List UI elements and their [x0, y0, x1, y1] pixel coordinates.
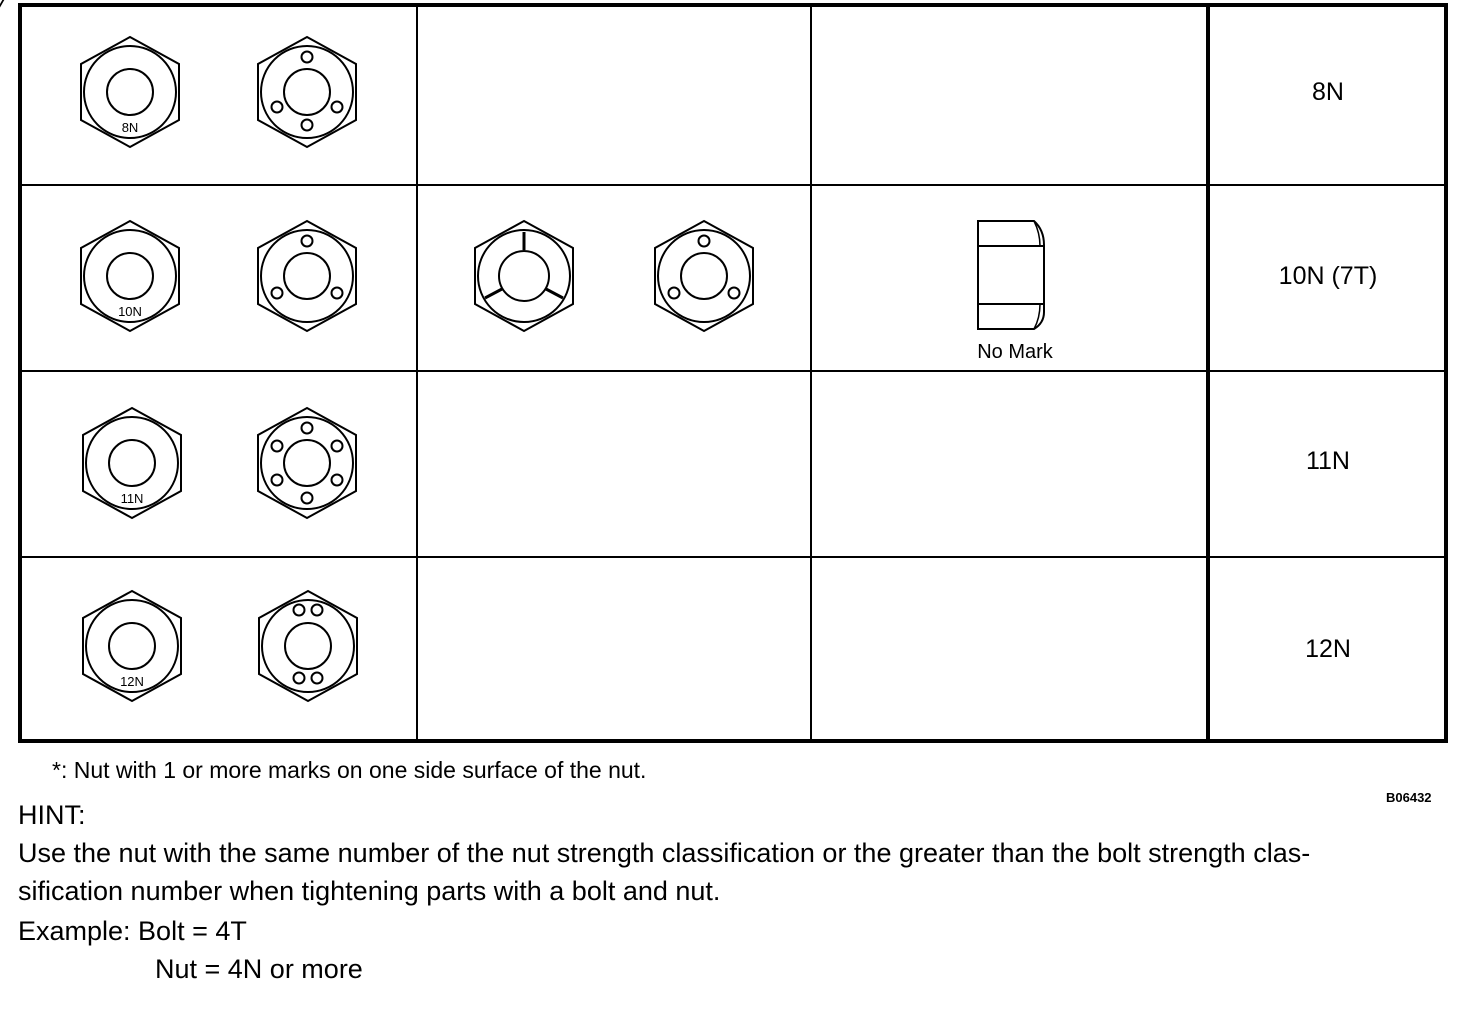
hint-line-2: sification number when tightening parts with a bolt and nut.: [18, 876, 721, 906]
row-label-11n: 11N: [1305, 447, 1350, 475]
hex-nut-3-hole-alt-icon: [655, 221, 753, 331]
no-mark-nut-side-icon: [978, 221, 1044, 329]
footnote: *: Nut with 1 or more marks on one side surface of the nut.: [52, 757, 647, 783]
hint-example-bolt: Example: Bolt = 4T: [18, 916, 247, 946]
row-label-8n: 8N: [1312, 78, 1344, 106]
hex-nut-11n-icon: [83, 408, 181, 518]
hint-heading: HINT:: [18, 800, 86, 830]
nut-stamp-8n: 8N: [121, 120, 139, 135]
hex-nut-3-hole-icon: [258, 221, 356, 331]
table-border: [20, 5, 1446, 741]
hex-nut-paired-hole-icon: [259, 591, 357, 701]
hint-example-nut: Nut = 4N or more: [155, 954, 363, 984]
nut-stamp-11n: 11N: [120, 491, 144, 506]
row-label-12n: 12N: [1305, 635, 1351, 663]
hex-nut-6-hole-icon: [258, 408, 356, 518]
row-label-10n-7t: 10N (7T): [1278, 262, 1378, 290]
hex-nut-10n-icon: [81, 221, 179, 331]
nut-stamp-12n: 12N: [120, 674, 144, 689]
no-mark-label: No Mark: [977, 341, 1053, 363]
hex-nut-12n-icon: [83, 591, 181, 701]
hex-nut-4-hole-icon: [258, 37, 356, 147]
nut-stamp-10n: 10N: [118, 304, 142, 319]
hex-nut-8n-icon: [81, 37, 179, 147]
slotted-nut-icon: [475, 221, 573, 331]
hint-line-1: Use the nut with the same number of the nut strength classification or the greater than the bolt strength clas-: [18, 838, 1311, 868]
figure-code: B06432: [1386, 790, 1432, 805]
